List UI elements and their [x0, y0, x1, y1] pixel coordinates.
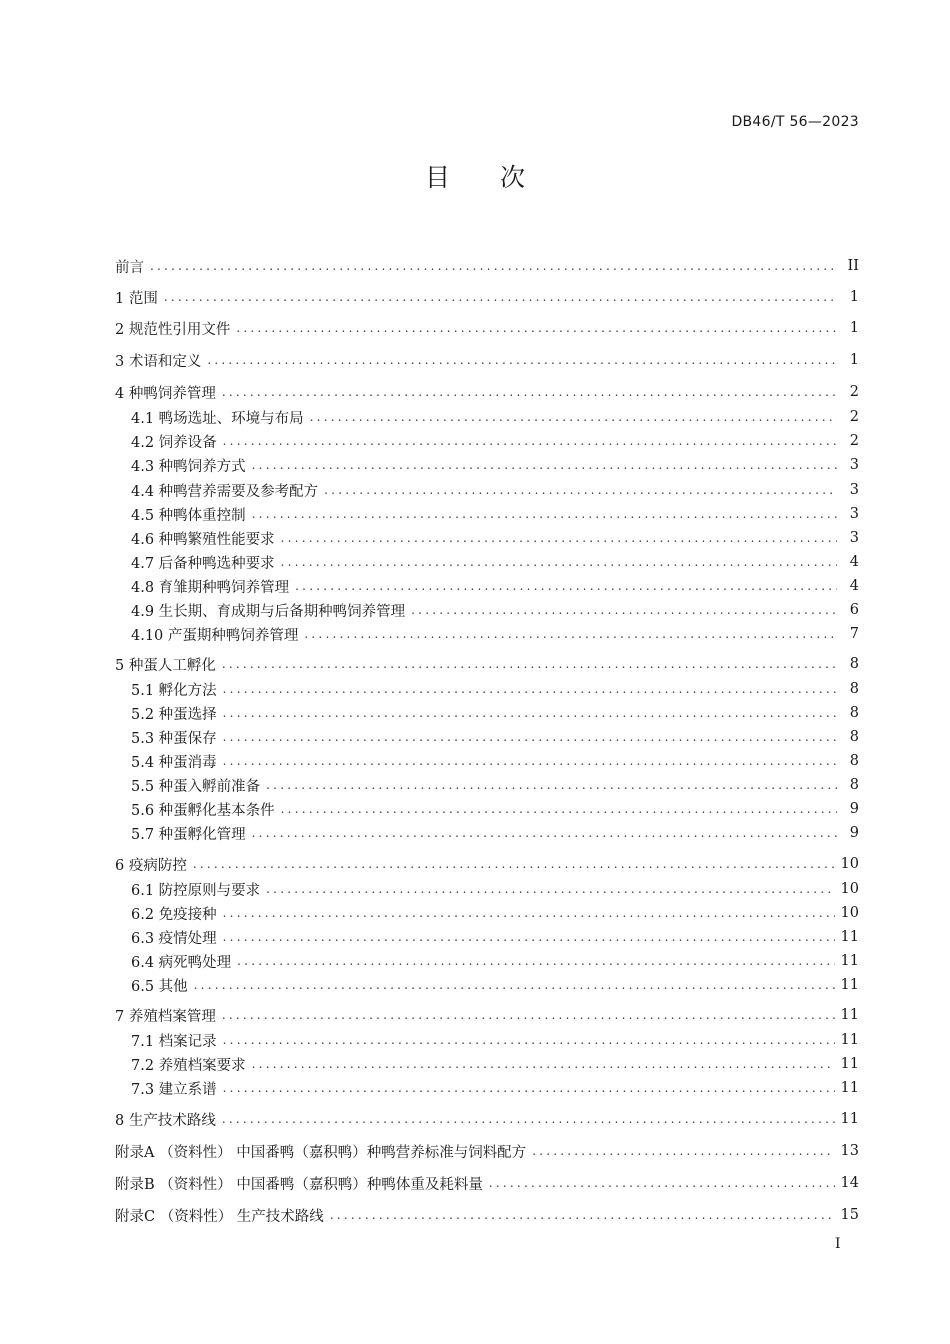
toc-entry-label: 6.4 病死鸭处理 [131, 954, 232, 971]
toc-entry-label: 6 疫病防控 [115, 857, 187, 874]
toc-entry[interactable] [115, 381, 859, 403]
toc-entry-page: 8 [849, 777, 859, 793]
toc-leader-dots [223, 726, 837, 748]
toc-entry-label: 7.1 档案记录 [131, 1033, 217, 1050]
toc-entry-page: 4 [849, 578, 859, 594]
toc-entry-label: 5 种蛋人工孵化 [115, 657, 216, 674]
toc-leader-dots [223, 678, 837, 700]
toc-entry[interactable] [115, 1140, 859, 1162]
toc-subentry[interactable] [115, 599, 859, 621]
toc-entry-page: 14 [840, 1175, 859, 1191]
toc-entry-page: 2 [849, 409, 859, 425]
toc-subentry[interactable] [115, 1053, 859, 1075]
toc-leader-dots [222, 1004, 835, 1026]
toc-entry-page: 2 [849, 384, 859, 400]
toc-entry-label: 5.5 种蛋入孵前准备 [131, 778, 261, 795]
toc-entry-page: 11 [840, 1056, 859, 1072]
toc-entry-label: 4 种鸭饲养管理 [115, 385, 216, 402]
toc-subentry[interactable] [115, 774, 859, 796]
toc-subentry[interactable] [115, 798, 859, 820]
toc-entry-page: 7 [849, 626, 859, 642]
toc-entry-label: 4.10 产蛋期种鸭饲养管理 [131, 627, 299, 644]
toc-entry[interactable] [115, 1108, 859, 1130]
toc-subentry[interactable] [115, 750, 859, 772]
toc-entry-label: 6.2 免疫接种 [131, 906, 217, 923]
toc-entry-page: 9 [849, 825, 859, 841]
page-number: I [835, 1236, 841, 1252]
toc-leader-dots [150, 255, 837, 277]
toc-leader-dots [222, 381, 837, 403]
toc-entry-label: 5.6 种蛋孵化基本条件 [131, 802, 275, 819]
toc-entry-page: 10 [840, 905, 859, 921]
toc-entry-label: 1 范围 [115, 290, 158, 307]
toc-leader-dots [222, 1108, 835, 1130]
toc-entry-page: 8 [849, 729, 859, 745]
toc-leader-dots [266, 878, 834, 900]
toc-subentry[interactable] [115, 503, 859, 525]
toc-leader-dots [223, 430, 837, 452]
toc-subentry[interactable] [115, 878, 859, 900]
toc-subentry[interactable] [115, 902, 859, 924]
toc-leader-dots [330, 1204, 835, 1226]
toc-leader-dots [266, 774, 837, 796]
toc-leader-dots [223, 1029, 835, 1051]
toc-subentry[interactable] [115, 575, 859, 597]
toc-entry-page: 8 [849, 656, 859, 672]
toc-entry-label: 前言 [115, 259, 144, 276]
toc-leader-dots [222, 653, 837, 675]
toc-entry-label: 附录C （资料性） 生产技术路线 [115, 1208, 324, 1225]
toc-entry[interactable] [115, 349, 859, 371]
toc-leader-dots [223, 902, 835, 924]
toc-entry-label: 附录A （资料性） 中国番鸭（嘉积鸭）种鸭营养标准与饲料配方 [115, 1144, 527, 1161]
page-title: 目次 [424, 163, 575, 192]
document-code: DB46/T 56—2023 [731, 114, 859, 130]
toc-entry-label: 4.2 饲养设备 [131, 434, 217, 451]
toc-entry[interactable] [115, 1204, 859, 1226]
toc-entry-page: 8 [849, 681, 859, 697]
toc-subentry[interactable] [115, 1029, 859, 1051]
toc-subentry[interactable] [115, 950, 859, 972]
toc-subentry[interactable] [115, 527, 859, 549]
toc-entry-page: 3 [849, 457, 859, 473]
toc-leader-dots [411, 599, 837, 621]
toc-subentry[interactable] [115, 678, 859, 700]
toc-entry-page: 1 [849, 289, 859, 305]
toc-leader-dots [223, 750, 837, 772]
toc-subentry[interactable] [115, 822, 859, 844]
toc-entry-label: 附录B （资料性） 中国番鸭（嘉积鸭）种鸭体重及耗料量 [115, 1176, 483, 1193]
toc-entry[interactable] [115, 653, 859, 675]
toc-entry-label: 6.3 疫情处理 [131, 930, 217, 947]
toc-entry-page: 13 [840, 1143, 859, 1159]
toc-leader-dots [324, 479, 837, 501]
toc-entry-label: 4.3 种鸭饲养方式 [131, 458, 246, 475]
toc-leader-dots [207, 349, 837, 371]
toc-entry-label: 5.2 种蛋选择 [131, 706, 217, 723]
toc-subentry[interactable] [115, 406, 859, 428]
toc-leader-dots [281, 798, 837, 820]
toc-leader-dots [252, 822, 837, 844]
toc-leader-dots [304, 623, 837, 645]
toc-entry-label: 8 生产技术路线 [115, 1112, 216, 1129]
toc-entry-label: 7.3 建立系谱 [131, 1081, 217, 1098]
toc-leader-dots [532, 1140, 834, 1162]
toc-entry-page: 11 [840, 1111, 859, 1127]
toc-entry-page: 1 [849, 352, 859, 368]
toc-entry-label: 5.1 孵化方法 [131, 682, 217, 699]
toc-entry-page: 2 [849, 433, 859, 449]
toc-leader-dots [310, 406, 837, 428]
toc-entry-page: 1 [849, 320, 859, 336]
toc-entry[interactable] [115, 853, 859, 875]
toc-leader-dots [281, 527, 837, 549]
toc-subentry[interactable] [115, 479, 859, 501]
toc-entry-label: 4.6 种鸭繁殖性能要求 [131, 531, 275, 548]
toc-entry-label: 2 规范性引用文件 [115, 321, 231, 338]
toc-entry-label: 4.8 育雏期种鸭饲养管理 [131, 579, 290, 596]
toc-entry-page: 8 [849, 753, 859, 769]
toc-entry[interactable] [115, 1172, 859, 1194]
toc-subentry[interactable] [115, 974, 859, 996]
toc-leader-dots [295, 575, 837, 597]
toc-leader-dots [164, 286, 837, 308]
toc-entry-label: 5.4 种蛋消毒 [131, 754, 217, 771]
toc-subentry[interactable] [115, 623, 859, 645]
toc-entry-page: 11 [840, 1032, 859, 1048]
toc-subentry[interactable] [115, 726, 859, 748]
toc-entry-page: 4 [849, 554, 859, 570]
toc-subentry[interactable] [115, 430, 859, 452]
toc-entry-page: 11 [840, 977, 859, 993]
toc-leader-dots [237, 950, 834, 972]
toc-entry-page: 3 [849, 482, 859, 498]
toc-leader-dots [236, 317, 837, 339]
toc-entry-page: 3 [849, 530, 859, 546]
toc-leader-dots [489, 1172, 835, 1194]
toc-entry-label: 4.9 生长期、育成期与后备期种鸭饲养管理 [131, 603, 406, 620]
toc-entry-label: 5.3 种蛋保存 [131, 730, 217, 747]
toc-subentry[interactable] [115, 702, 859, 724]
toc-entry-label: 7.2 养殖档案要求 [131, 1057, 246, 1074]
toc-entry-page: 9 [849, 801, 859, 817]
toc-leader-dots [193, 853, 835, 875]
toc-entry[interactable] [115, 286, 859, 308]
toc-entry-page: 15 [840, 1207, 859, 1223]
toc-entry-page: 11 [840, 929, 859, 945]
toc-entry-label: 4.7 后备种鸭选种要求 [131, 555, 275, 572]
toc-entry-page: 11 [840, 1080, 859, 1096]
toc-entry-label: 4.4 种鸭营养需要及参考配方 [131, 483, 319, 500]
toc-entry-label: 6.1 防控原则与要求 [131, 882, 261, 899]
toc-leader-dots [194, 974, 835, 996]
toc-leader-dots [252, 503, 837, 525]
toc-entry-label: 3 术语和定义 [115, 353, 202, 370]
toc-leader-dots [281, 551, 837, 573]
toc-entry-label: 4.5 种鸭体重控制 [131, 507, 246, 524]
toc-subentry[interactable] [115, 551, 859, 573]
toc-entry-page: 10 [840, 856, 859, 872]
toc-entry-label: 7 养殖档案管理 [115, 1008, 216, 1025]
toc-entry-page: 3 [849, 506, 859, 522]
toc-leader-dots [252, 1053, 835, 1075]
toc-entry[interactable] [115, 255, 859, 277]
toc-entry-page: 11 [840, 953, 859, 969]
toc-entry[interactable] [115, 1004, 859, 1026]
toc-subentry[interactable] [115, 926, 859, 948]
toc-entry-label: 4.1 鸭场选址、环境与布局 [131, 410, 304, 427]
toc-entry-label: 5.7 种蛋孵化管理 [131, 826, 246, 843]
toc-entry[interactable] [115, 317, 859, 339]
toc-entry-page: 10 [840, 881, 859, 897]
toc-leader-dots [223, 1077, 835, 1099]
toc-entry-page: 8 [849, 705, 859, 721]
toc-entry-page: 11 [840, 1007, 859, 1023]
toc-leader-dots [223, 926, 835, 948]
toc-leader-dots [223, 702, 837, 724]
toc-entry-page: 6 [849, 602, 859, 618]
toc-subentry[interactable] [115, 1077, 859, 1099]
toc-entry-page: II [847, 258, 859, 274]
toc-entry-label: 6.5 其他 [131, 978, 188, 995]
toc-subentry[interactable] [115, 454, 859, 476]
toc-leader-dots [252, 454, 837, 476]
